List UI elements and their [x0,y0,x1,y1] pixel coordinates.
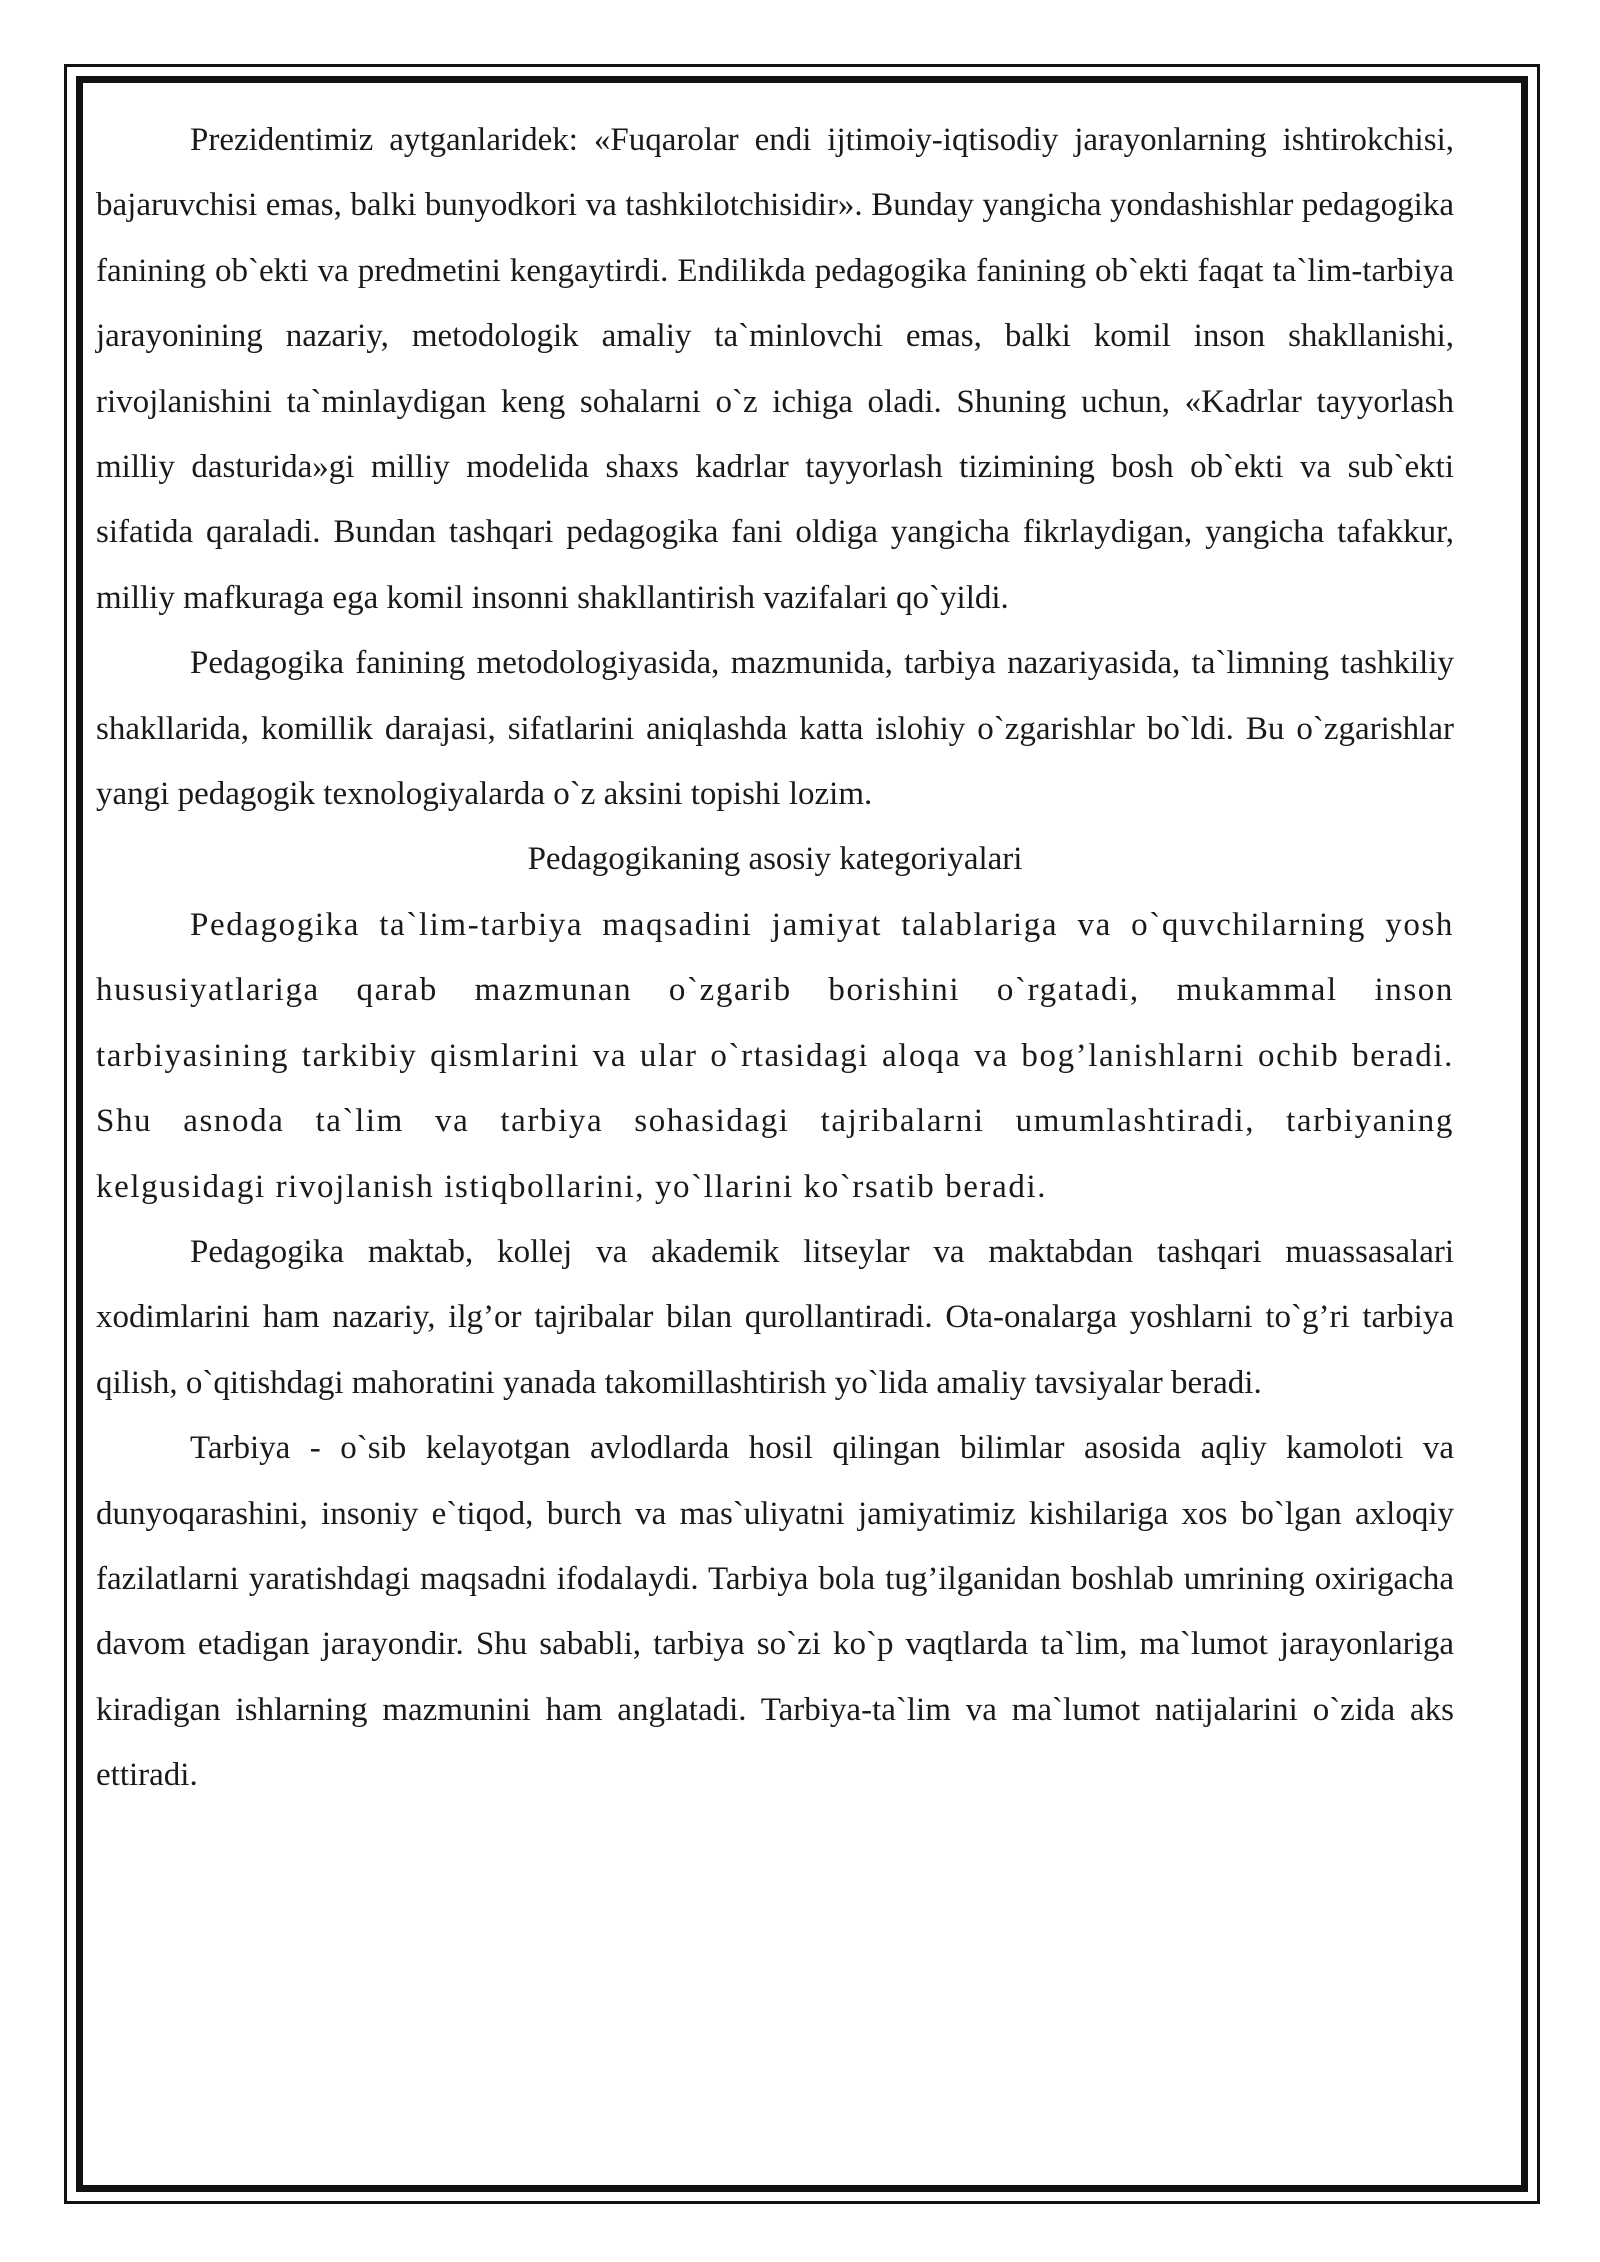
section-heading: Pedagogikaning asosiy kategoriyalari [527,841,1023,878]
document-body [96,108,1454,1809]
paragraph-methodology-changes: Pedagogika fanining metodologiyasida, mazmunida, tarbiya nazariyasida, ta`limning tashkiliy shakllarida, komillik darajasi, sifatlarini aniqlashda katta islohiy o`zgarishlar bo`ldi. Bu o`zgarishlar yangi pedagogik texnologiyalarda o`z aksini topishi lozim. [96,645,1454,813]
paragraph-upbringing-definition: Tarbiya - o`sib kelayotgan avlodlarda hosil qilingan bilimlar asosida aqliy kamoloti va dunyoqarashini, insoniy e`tiqod, burch va mas`uliyatni jamiyatimiz kishilariga xos bo`lgan axloqiy fazilatlarni yaratishdagi maqsadni ifodalaydi. Tarbiya bola tug’ilganidan boshlab umrining oxirigacha davom etadigan jarayondir. Shu sababli, tarbiya so`zi ko`p vaqtlarda ta`lim, ma`lumot jarayonlariga kiradigan ishlarning mazmunini ham anglatadi. Tarbiya-ta`lim va ma`lumot natijalarini o`zida aks ettiradi. [96,1430,1454,1794]
paragraph-pedagogy-institutions: Pedagogika maktab, kollej va akademik litseylar va maktabdan tashqari muassasalari xodimlarini ham nazariy, ilg’or tajribalar bilan qurollantiradi. Ota-onalarga yoshlarni to`g’ri tarbiya qilish, o`qitishdagi mahoratini yanada takomillashtirish yo`lida amaliy tavsiyalar beradi. [96,1233,1454,1401]
paragraph-president-quote: Prezidentimiz aytganlaridek: «Fuqarolar endi ijtimoiy-iqtisodiy jarayonlarning ishtirokchisi, bajaruvchisi emas, balki bunyodkori va tashkilotchisidir». Bunday yangicha yondashishlar pedagogika fanining ob`ekti va predmetini kengaytirdi. Endilikda pedagogika fanining ob`ekti faqat ta`lim-tarbiya jarayonining nazariy, metodologik amaliy ta`minlovchi emas, balki komil inson shakllanishi, rivojlanishini ta`minlaydigan keng sohalarni o`z ichiga oladi. Shuning uchun, «Kadrlar tayyorlash milliy dasturida»gi milliy modelida shaxs kadrlar tayyorlash tizimining bosh ob`ekti va sub`ekti sifatida qaraladi. Bundan tashqari pedagogika fani oldiga yangicha fikrlaydigan, yangicha tafakkur, milliy mafkuraga ega komil insonni shakllantirish vazifalari qo`yildi. [96,122,1454,616]
paragraph-pedagogy-goals: Pedagogika ta`lim-tarbiya maqsadini jamiyat talablariga va o`quvchilarning yosh hususiyatlariga qarab mazmunan o`zgarib borishini o`rgatadi, mukammal inson tarbiyasining tarkibiy qismlarini va ular o`rtasidagi aloqa va bog’lanishlarni ochib beradi. Shu asnoda ta`lim va tarbiya sohasidagi tajribalarni umumlashtiradi, tarbiyaning kelgusidagi rivojlanish istiqbollarini, yo`llarini ko`rsatib beradi. [96,906,1454,1205]
